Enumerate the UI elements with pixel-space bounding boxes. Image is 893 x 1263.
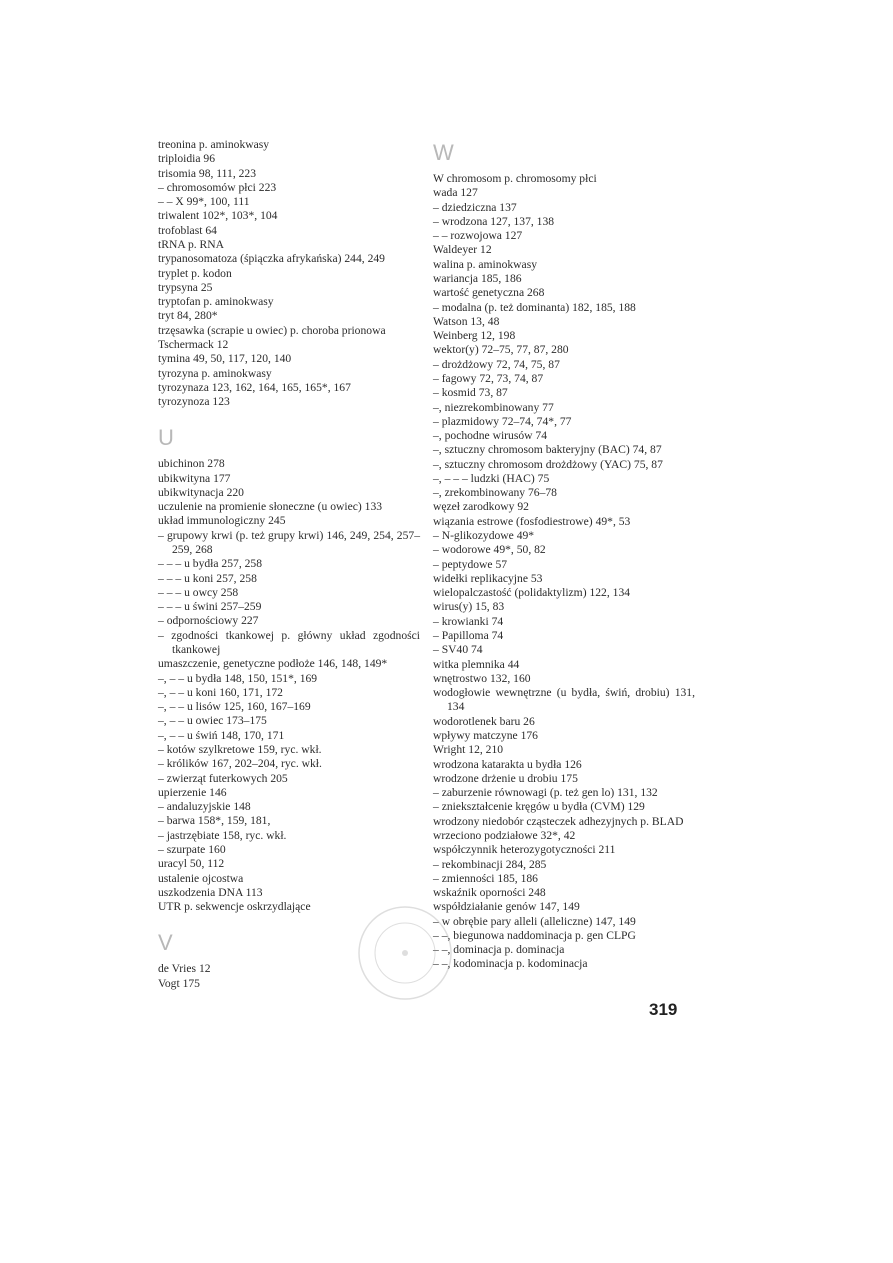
index-entry: walina p. aminokwasy: [433, 257, 537, 271]
index-entry: witka plemnika 44: [433, 657, 520, 671]
index-entry: –, pochodne wirusów 74: [433, 429, 547, 443]
index-entry: Waldeyer 12: [433, 243, 492, 257]
index-entry: triploidia 96: [158, 152, 215, 166]
index-entry: – – – u bydła 257, 258: [158, 557, 263, 571]
index-entry: – – – u koni 257, 258: [158, 571, 257, 585]
index-entry: – jastrzębiate 158, ryc. wkł.: [158, 828, 287, 842]
section-letter: U: [158, 425, 174, 451]
index-entry: tryptofan p. aminokwasy: [158, 295, 274, 309]
index-entry: –, – – u bydła 148, 150, 151*, 169: [158, 671, 318, 685]
index-entry: umaszczenie, genetyczne podłoże 146, 148, 149*: [158, 657, 388, 671]
index-entry: ubikwitynacja 220: [158, 485, 244, 499]
index-entry: – kotów szylkretowe 159, ryc. wkł.: [158, 742, 322, 756]
index-entry: wrodzony niedobór cząsteczek adhezyjnych p. BLAD: [433, 814, 684, 828]
index-entry: – zaburzenie równowagi (p. też gen lo) 131, 132: [433, 786, 658, 800]
index-entry: – wodorowe 49*, 50, 82: [433, 543, 546, 557]
index-entry: trofoblast 64: [158, 223, 217, 237]
index-entry: upierzenie 146: [158, 785, 227, 799]
index-entry: – odpornościowy 227: [158, 614, 259, 628]
index-entry: wirus(y) 15, 83: [433, 600, 505, 614]
index-entry: wielopalczastość (polidaktylizm) 122, 134: [433, 586, 631, 600]
index-entry: –, – – u lisów 125, 160, 167–169: [158, 700, 311, 714]
section-gap: [158, 409, 420, 423]
index-entry: UTR p. sekwencje oskrzydlające: [158, 900, 311, 914]
index-entry: – drożdżowy 72, 74, 75, 87: [433, 357, 560, 371]
index-entry: – zwierząt futerkowych 205: [158, 771, 288, 785]
index-entry: tyrozyna p. aminokwasy: [158, 366, 272, 380]
index-entry: – zgodności tkankowej p. główny układ zgodności tkankowej: [158, 628, 420, 656]
index-entry: –, – – – ludzki (HAC) 75: [433, 471, 550, 485]
index-entry: Weinberg 12, 198: [433, 329, 516, 343]
index-entry: – królików 167, 202–204, ryc. wkł.: [158, 757, 322, 771]
index-entry: – –, kodominacja p. kodominacja: [433, 957, 588, 971]
index-entry: – zmienności 185, 186: [433, 871, 538, 885]
index-entry: triwalent 102*, 103*, 104: [158, 209, 278, 223]
index-entry: ustalenie ojcostwa: [158, 871, 244, 885]
index-entry: –, niezrekombinowany 77: [433, 400, 554, 414]
index-entry: Wright 12, 210: [433, 743, 504, 757]
index-entry: widełki replikacyjne 53: [433, 571, 543, 585]
index-entry: –, – – u świń 148, 170, 171: [158, 728, 285, 742]
index-entry: – wrodzona 127, 137, 138: [433, 214, 555, 228]
index-entry: – chromosomów płci 223: [158, 180, 277, 194]
index-entry: tyrozynaza 123, 162, 164, 165, 165*, 167: [158, 380, 351, 394]
index-entry: wrzeciono podziałowe 32*, 42: [433, 828, 576, 842]
index-entry: uracyl 50, 112: [158, 857, 225, 871]
index-entry: – –, biegunowa naddominacja p. gen CLPG: [433, 928, 636, 942]
index-entry: – w obrębie pary alleli (alleliczne) 147, 149: [433, 914, 636, 928]
index-entry: – SV40 74: [433, 643, 483, 657]
index-entry: W chromosom p. chromosomy płci: [433, 172, 597, 185]
index-entry: wodogłowie wewnętrzne (u bydła, świń, drobiu) 131, 134: [433, 686, 695, 714]
index-entry: wpływy matczyne 176: [433, 728, 538, 742]
index-entry: trypanosomatoza (śpiączka afrykańska) 244, 249: [158, 252, 385, 266]
index-entry: układ immunologiczny 245: [158, 514, 286, 528]
index-entry: – – – u świni 257–259: [158, 600, 262, 614]
index-entry: – dziedziczna 137: [433, 200, 517, 214]
index-entry: – – – u owcy 258: [158, 585, 239, 599]
index-entry: wodorotlenek baru 26: [433, 714, 535, 728]
index-entry: współczynnik heterozygotyczności 211: [433, 843, 616, 857]
index-entry: de Vries 12: [158, 962, 211, 976]
index-entry: wariancja 185, 186: [433, 271, 522, 285]
index-entry: trypsyna 25: [158, 280, 213, 294]
index-entry: – N-glikozydowe 49*: [433, 529, 535, 543]
index-entry: wskaźnik oporności 248: [433, 886, 546, 900]
index-entry: – grupowy krwi (p. też grupy krwi) 146, 249, 254, 257–259, 268: [158, 528, 420, 557]
index-entry: tryt 84, 280*: [158, 309, 218, 323]
index-entry: ubikwityna 177: [158, 471, 231, 485]
index-entry: trisomia 98, 111, 223: [158, 166, 257, 180]
index-entry: treonina p. aminokwasy: [158, 138, 270, 151]
index-entry: – modalna (p. też dominanta) 182, 185, 188: [433, 300, 636, 314]
index-entry: –, – – u owiec 173–175: [158, 714, 267, 728]
index-entry: – plazmidowy 72–74, 74*, 77: [433, 414, 572, 428]
index-entry: – szurpate 160: [158, 842, 226, 856]
index-entry: wektor(y) 72–75, 77, 87, 280: [433, 343, 569, 357]
index-entry: – –, dominacja p. dominacja: [433, 943, 565, 957]
index-entry: – andaluzyjskie 148: [158, 800, 251, 814]
index-entry: wrodzona katarakta u bydła 126: [433, 757, 582, 771]
index-entry: – fagowy 72, 73, 74, 87: [433, 371, 544, 385]
library-stamp: [355, 903, 455, 1003]
index-entry: Vogt 175: [158, 976, 200, 990]
index-entry: –, – – u koni 160, 171, 172: [158, 685, 283, 699]
index-entry: – – X 99*, 100, 111: [158, 195, 250, 209]
page-number: 319: [649, 1000, 678, 1019]
index-entry: –, sztuczny chromosom drożdżowy (YAC) 75, 87: [433, 457, 663, 471]
index-entry: – – rozwojowa 127: [433, 229, 523, 243]
index-entry: – peptydowe 57: [433, 557, 508, 571]
index-entry: –, sztuczny chromosom bakteryjny (BAC) 74, 87: [433, 443, 662, 457]
index-entry: wnętrostwo 132, 160: [433, 671, 531, 685]
index-entry: ubichinon 278: [158, 457, 225, 471]
index-entry: współdziałanie genów 147, 149: [433, 900, 580, 914]
index-entry: tRNA p. RNA: [158, 237, 225, 251]
index-entry: trzęsawka (scrapie u owiec) p. choroba prionowa: [158, 323, 386, 337]
index-entry: węzeł zarodkowy 92: [433, 500, 529, 514]
index-entry: uczulenie na promienie słoneczne (u owiec) 133: [158, 500, 383, 514]
index-entry: wrodzone drżenie u drobiu 175: [433, 771, 578, 785]
index-entry: – barwa 158*, 159, 181,: [158, 814, 271, 828]
index-column-left: [158, 138, 420, 991]
index-entry: wartość genetyczna 268: [433, 286, 545, 300]
index-entry: Tschermack 12: [158, 337, 229, 351]
index-entry: – krowianki 74: [433, 614, 504, 628]
index-entry: wiązania estrowe (fosfodiestrowe) 49*, 53: [433, 514, 631, 528]
index-entry: tryplet p. kodon: [158, 266, 232, 280]
index-entry: Watson 13, 48: [433, 314, 500, 328]
index-entry: – Papilloma 74: [433, 629, 504, 642]
index-column-right: [433, 138, 695, 972]
index-entry: – kosmid 73, 87: [433, 386, 508, 400]
index-entry: – zniekształcenie kręgów u bydła (CVM) 129: [433, 800, 645, 814]
index-entry: tyrozynoza 123: [158, 395, 230, 409]
index-entry: wada 127: [433, 186, 478, 200]
index-entry: –, zrekombinowany 76–78: [433, 486, 557, 500]
index-entry: tymina 49, 50, 117, 120, 140: [158, 352, 292, 366]
index-entry: – rekombinacji 284, 285: [433, 857, 547, 871]
index-entry: uszkodzenia DNA 113: [158, 885, 263, 899]
section-letter: W: [433, 140, 454, 165]
section-letter: V: [158, 930, 173, 956]
